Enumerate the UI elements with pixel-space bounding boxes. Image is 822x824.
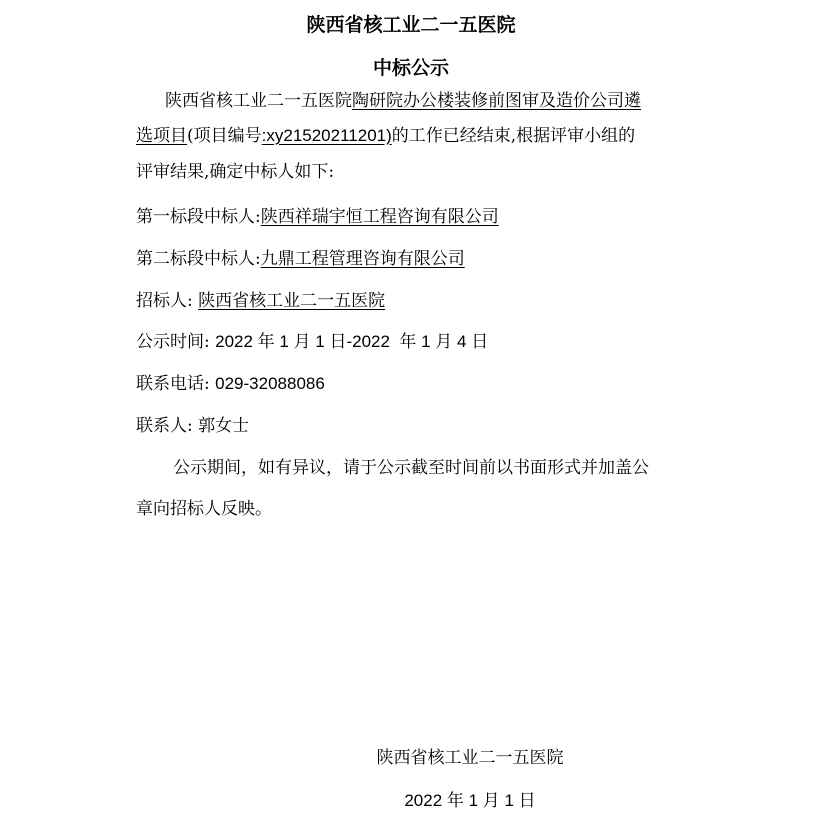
tenderer-value: 陕西省核工业二一五医院 <box>198 291 386 311</box>
bid-winner: 陕西祥瑞宇恒工程咨询有限公司 <box>260 207 499 227</box>
contact-row <box>136 414 249 438</box>
period-value: 2022 年 1 月 1 日-2022 年 1 月 4 日 <box>215 332 489 351</box>
bid-winner: 九鼎工程管理咨询有限公司 <box>260 249 465 269</box>
project-name-part-1: 陶研院办公楼装修前图审及造价公司遴 <box>352 91 641 111</box>
tenderer-row <box>136 289 385 313</box>
bid-label: 第一标段中标人: <box>136 207 261 227</box>
objection-line-1: 公示期间，如有异议，请于公示截至时间前以书面形式并加盖公 <box>173 458 649 478</box>
intro-tail: 的工作已经结束,根据评审小组的 <box>391 126 636 146</box>
bid-row-2 <box>136 247 465 271</box>
bid-row-1 <box>136 205 499 229</box>
intro-org: 陕西省核工业二一五医院 <box>165 91 352 111</box>
org-title: 陕西省核工业二一五医院 <box>306 14 516 36</box>
project-code: :xy21520211201) <box>261 126 392 145</box>
phone-value: 029-32088086 <box>215 374 325 393</box>
contact-label: 联系人: <box>136 416 193 436</box>
project-code-open: (项目编号 <box>187 126 262 146</box>
document-title: 中标公示 <box>372 57 449 79</box>
intro-line-3: 评审结果,确定中标人如下: <box>136 162 335 182</box>
intro-line-2 <box>136 124 635 148</box>
phone-row <box>136 372 325 396</box>
objection-line-2: 章向招标人反映。 <box>136 499 272 519</box>
footer-org: 陕西省核工业二一五医院 <box>376 748 564 768</box>
project-name-part-2: 选项目 <box>136 126 187 146</box>
period-label: 公示时间: <box>136 332 210 352</box>
intro-line-1 <box>165 89 641 113</box>
tenderer-label: 招标人: <box>136 291 193 311</box>
phone-label: 联系电话: <box>136 374 210 394</box>
period-row <box>136 330 488 354</box>
footer-date: 2022 年 1 月 1 日 <box>404 791 536 810</box>
bid-label: 第二标段中标人: <box>136 249 261 269</box>
contact-value: 郭女士 <box>198 416 250 436</box>
